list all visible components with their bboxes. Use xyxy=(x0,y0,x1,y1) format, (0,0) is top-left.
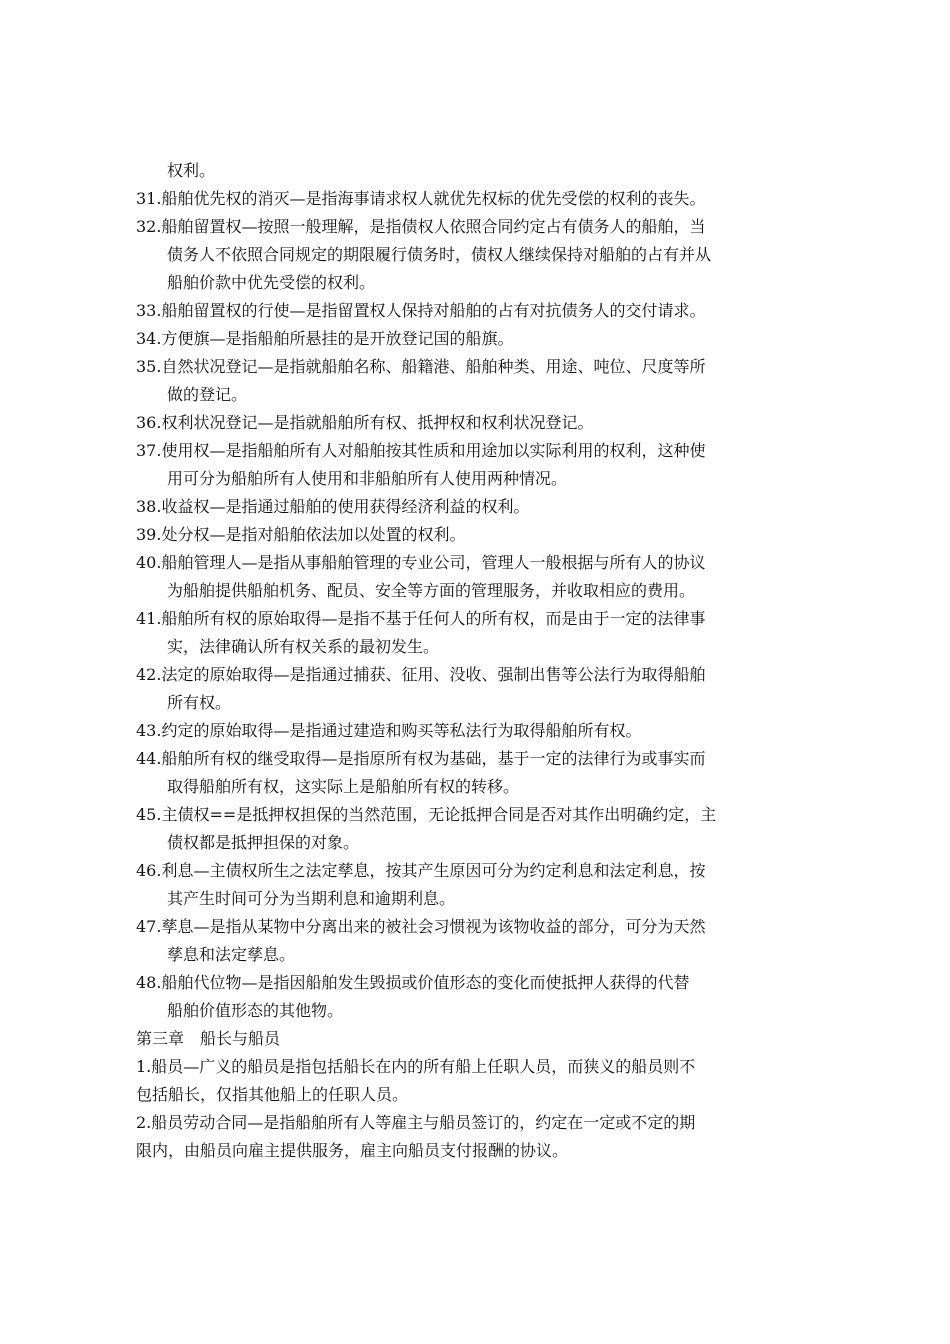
text-line: 31.船舶优先权的消灭—是指海事请求权人就优先权标的优先受偿的权利的丧失。 xyxy=(136,189,706,208)
text-line: 35.自然状况登记—是指就船舶名称、船籍港、船舶种类、用途、吨位、尺度等所 xyxy=(136,357,706,376)
text-line: 第三章 船长与船员 xyxy=(136,1029,281,1048)
text-line: 债权都是抵押担保的对象。 xyxy=(167,833,360,852)
text-line: 41.船舶所有权的原始取得—是指不基于任何人的所有权，而是由于一定的法律事 xyxy=(136,609,706,628)
text-line: 40.船舶管理人—是指从事船舶管理的专业公司，管理人一般根据与所有人的协议 xyxy=(136,553,706,572)
text-line: 限内，由船员向雇主提供服务，雇主向船员支付报酬的协议。 xyxy=(136,1141,569,1160)
text-line: 1.船员—广义的船员是指包括船长在内的所有船上任职人员，而狭义的船员则不 xyxy=(136,1057,696,1076)
text-line: 其产生时间可分为当期利息和逾期利息。 xyxy=(167,889,456,908)
text-line: 取得船舶所有权，这实际上是船舶所有权的转移。 xyxy=(167,777,520,796)
text-line: 42.法定的原始取得—是指通过捕获、征用、没收、强制出售等公法行为取得船舶 xyxy=(136,665,706,684)
text-line: 33.船舶留置权的行使—是指留置权人保持对船舶的占有对抗债务人的交付请求。 xyxy=(136,301,706,320)
text-line: 权利。 xyxy=(167,161,216,180)
text-line: 43.约定的原始取得—是指通过建造和购买等私法行为取得船舶所有权。 xyxy=(136,721,642,740)
text-line: 36.权利状况登记—是指就船舶所有权、抵押权和权利状况登记。 xyxy=(136,413,594,432)
text-line: 实，法律确认所有权关系的最初发生。 xyxy=(167,637,440,656)
text-line: 船舶价款中优先受偿的权利。 xyxy=(167,273,376,292)
text-line: 48.船舶代位物—是指因船舶发生毁损或价值形态的变化而使抵押人获得的代替 xyxy=(136,973,690,992)
text-line: 34.方便旗—是指船舶所悬挂的是开放登记国的船旗。 xyxy=(136,329,514,348)
text-line: 债务人不依照合同规定的期限履行债务时，债权人继续保持对船舶的占有并从 xyxy=(167,245,712,264)
text-line: 所有权。 xyxy=(167,693,232,712)
text-line: 44.船舶所有权的继受取得—是指原所有权为基础，基于一定的法律行为或事实而 xyxy=(136,749,706,768)
text-line: 37.使用权—是指船舶所有人对船舶按其性质和用途加以实际利用的权利，这种使 xyxy=(136,441,706,460)
text-line: 为船舶提供船舶机务、配员、安全等方面的管理服务，并收取相应的费用。 xyxy=(167,581,696,600)
document-body xyxy=(136,157,816,1165)
text-line: 32.船舶留置权—按照一般理解，是指债权人依照合同约定占有债务人的船舶，当 xyxy=(136,217,706,236)
text-line: 包括船长，仅指其他船上的任职人员。 xyxy=(136,1085,409,1104)
text-line: 46.利息—主债权所生之法定孳息，按其产生原因可分为约定利息和法定利息，按 xyxy=(136,861,706,880)
text-line: 39.处分权—是指对船舶依法加以处置的权利。 xyxy=(136,525,466,544)
text-line: 用可分为船舶所有人使用和非船舶所有人使用两种情况。 xyxy=(167,469,568,488)
text-line: 47.孳息—是指从某物中分离出来的被社会习惯视为该物收益的部分，可分为天然 xyxy=(136,917,706,936)
text-line: 船舶价值形态的其他物。 xyxy=(167,1001,344,1020)
text-line: 45.主债权==是抵押权担保的当然范围，无论抵押合同是否对其作出明确约定，主 xyxy=(136,805,717,824)
text-line: 38.收益权—是指通过船舶的使用获得经济利益的权利。 xyxy=(136,497,530,516)
text-line: 做的登记。 xyxy=(167,385,248,404)
text-line: 孳息和法定孳息。 xyxy=(167,945,296,964)
text-line: 2.船员劳动合同—是指船舶所有人等雇主与船员签订的，约定在一定或不定的期 xyxy=(136,1113,696,1132)
